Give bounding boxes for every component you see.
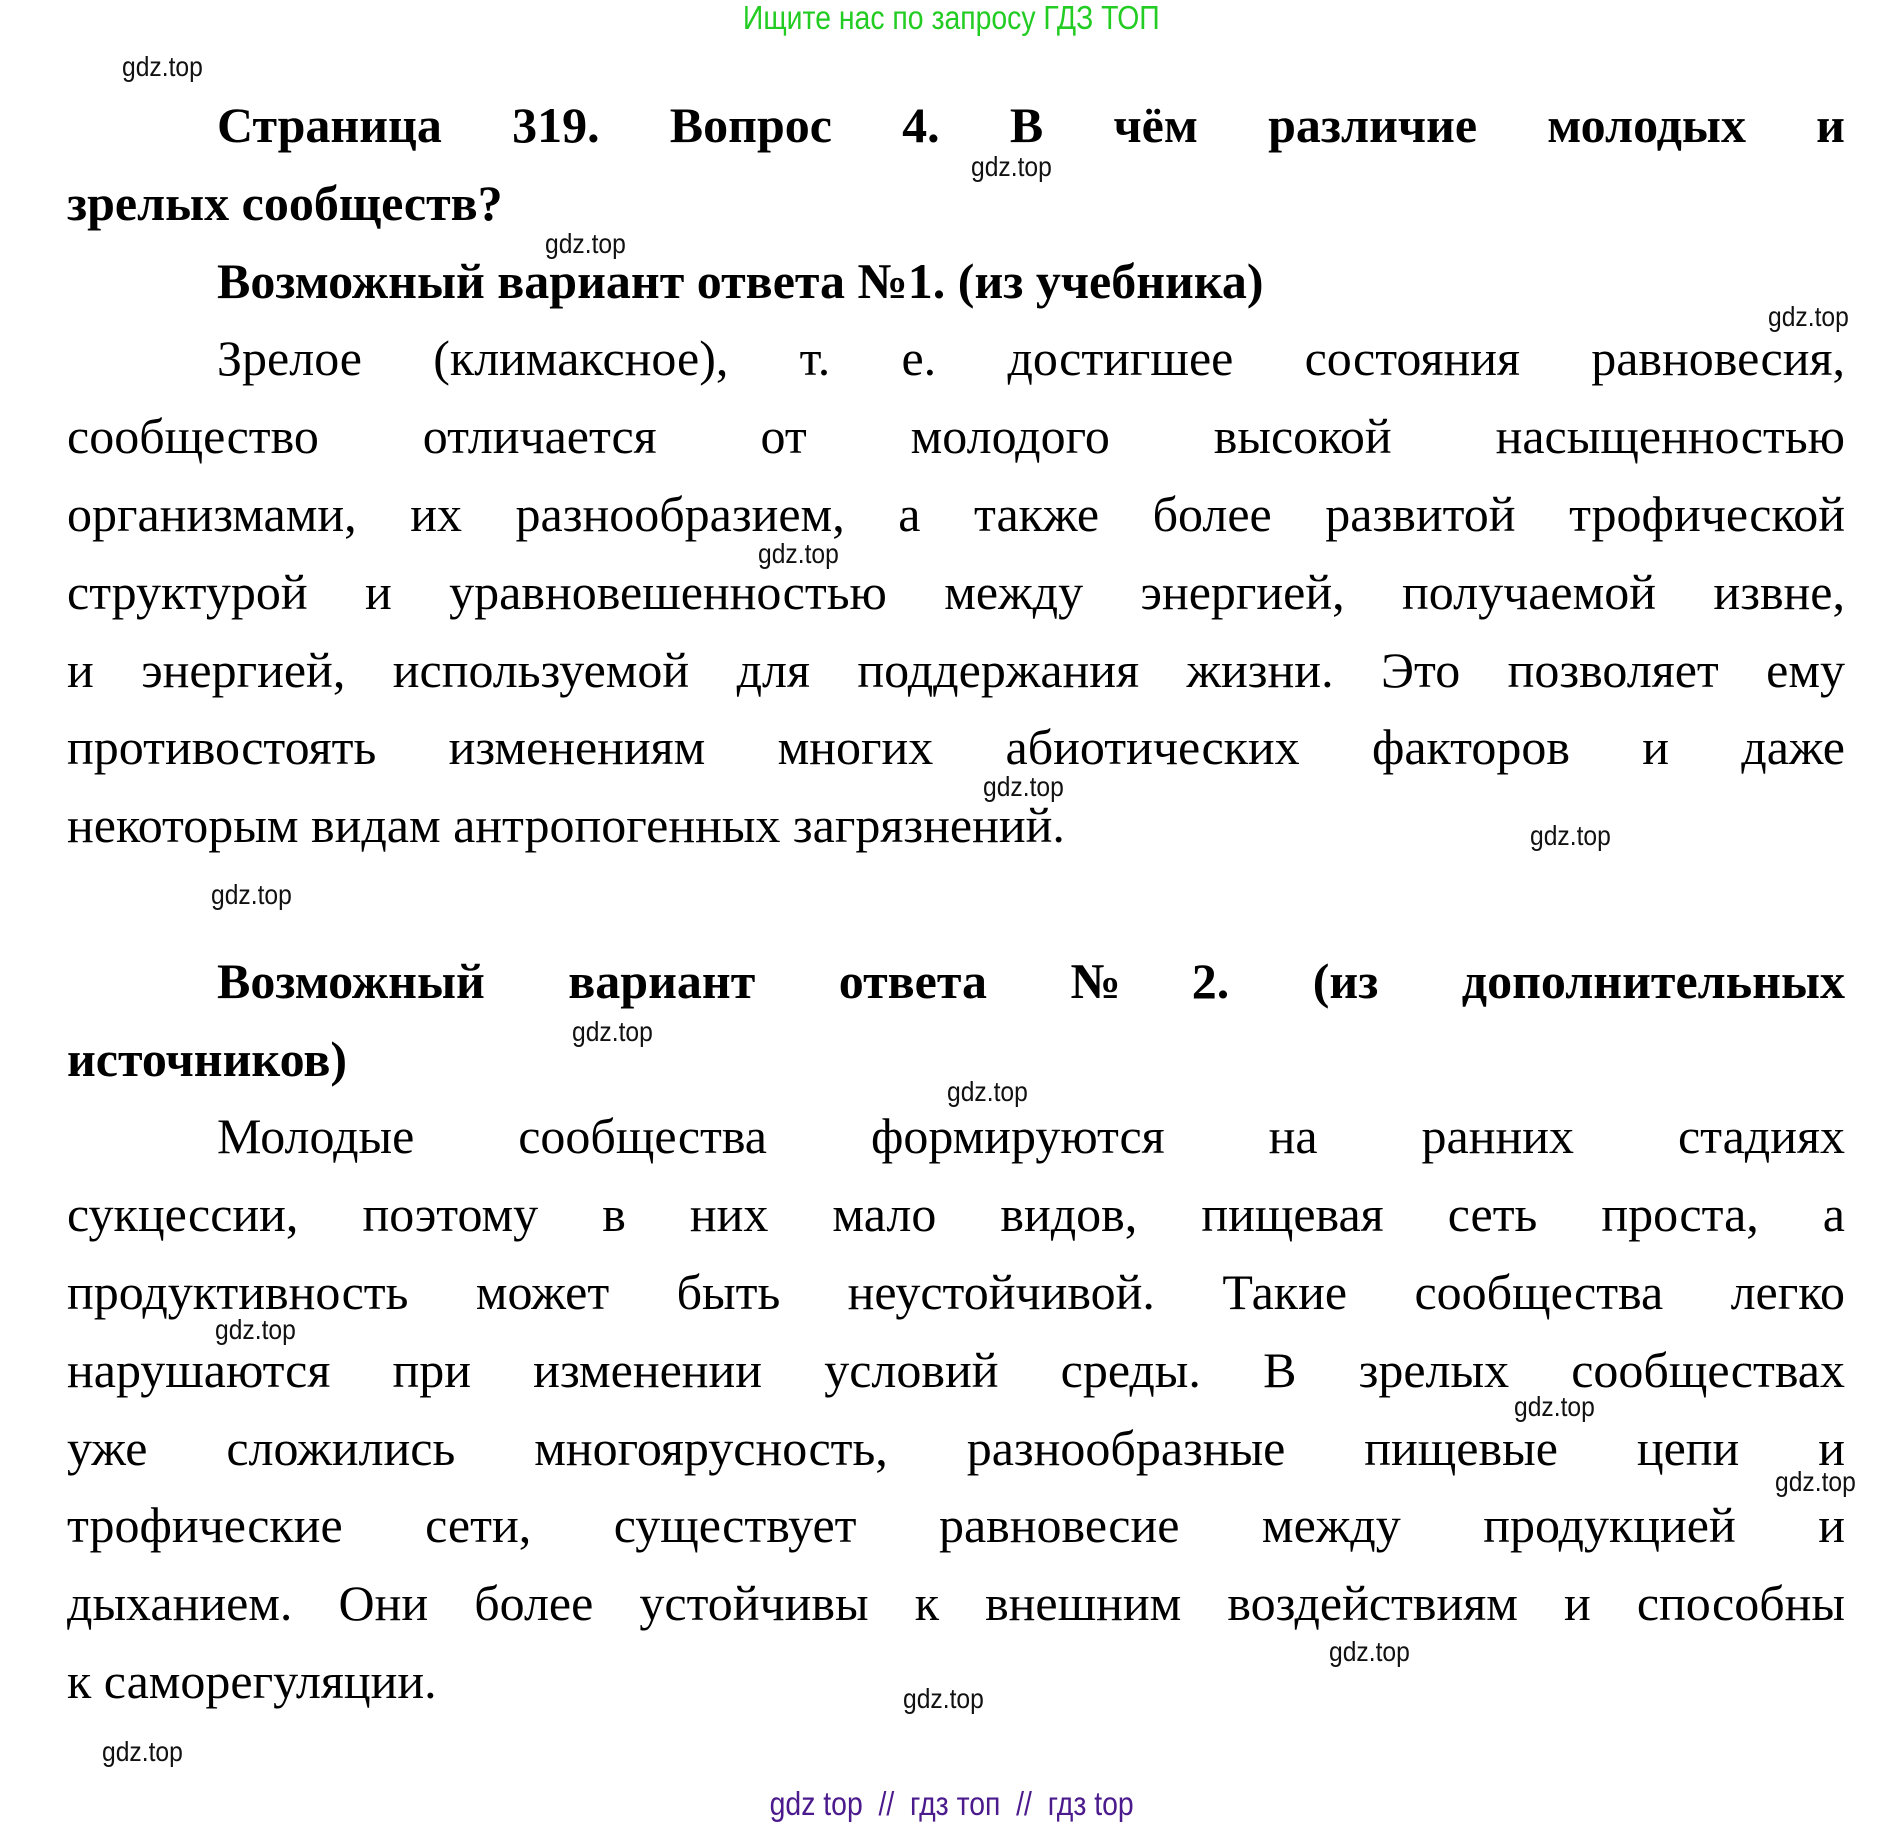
answer1-line: структурой и уравновешенностью между энергией, получаемой извне, (67, 563, 1845, 620)
answer2-line: продуктивность может быть неустойчивой. Такие сообщества легко (67, 1263, 1845, 1320)
watermark: gdz.top (971, 151, 1052, 182)
watermark: gdz.top (1514, 1391, 1595, 1422)
watermark: gdz.top (211, 879, 292, 910)
answer2-line: сукцессии, поэтому в них мало видов, пищевая сеть проста, а (67, 1186, 1845, 1243)
blank-line (67, 865, 1845, 943)
watermark: gdz.top (758, 538, 839, 569)
watermark: gdz.top (122, 51, 203, 82)
watermark: gdz.top (1775, 1466, 1856, 1497)
search-banner: Ищите нас по запросу ГДЗ ТОП (743, 0, 1160, 36)
answer2-heading: источников) (67, 1030, 347, 1087)
question-title-line: зрелых сообществ? (67, 174, 503, 231)
answer1-line: и энергией, используемой для поддержания жизни. Это позволяет ему (67, 641, 1845, 698)
watermark: gdz.top (983, 771, 1064, 802)
question-title-line: Страница 319. Вопрос 4. В чём различие молодых и (217, 97, 1845, 153)
watermark: gdz.top (903, 1683, 984, 1714)
answer1-line: сообщество отличается от молодого высокой насыщенностью (67, 408, 1845, 465)
answer1-line: некоторым видам антропогенных загрязнений. (67, 797, 1065, 854)
answer1-line: противостоять изменениям многих абиотических факторов и даже (67, 719, 1845, 776)
answer2-heading: Возможный вариант ответа №2. (из дополнительных (217, 952, 1845, 1009)
watermark: gdz.top (947, 1076, 1028, 1107)
answer1-line: Зрелое (климаксное), т. е. достигшее состояния равновесия, (217, 330, 1845, 387)
footer-links: gdz top // гдз топ // гдз top (769, 1785, 1134, 1822)
answer2-line: к саморегуляции. (67, 1652, 437, 1709)
answer1-line: организмами, их разнообразием, а также более развитой трофической (67, 485, 1845, 542)
answer2-line: трофические сети, существует равновесие между продукцией и (67, 1497, 1845, 1554)
answer2-line: Молодые сообщества формируются на ранних стадиях (217, 1108, 1845, 1165)
answer2-line: нарушаются при изменении условий среды. В зрелых сообществах (67, 1341, 1845, 1398)
answer2-line: дыханием. Они более устойчивы к внешним воздействиям и способны (67, 1575, 1845, 1632)
watermark: gdz.top (1329, 1636, 1410, 1667)
answer2-line: уже сложились многоярусность, разнообразные пищевые цепи и (67, 1419, 1845, 1476)
watermark: gdz.top (1530, 820, 1611, 851)
watermark: gdz.top (1768, 301, 1849, 332)
document-body (67, 87, 1845, 1721)
watermark: gdz.top (102, 1736, 183, 1767)
watermark: gdz.top (572, 1016, 653, 1047)
answer1-heading: Возможный вариант ответа №1. (из учебника) (217, 252, 1264, 309)
watermark: gdz.top (215, 1314, 296, 1345)
watermark: gdz.top (545, 228, 626, 259)
